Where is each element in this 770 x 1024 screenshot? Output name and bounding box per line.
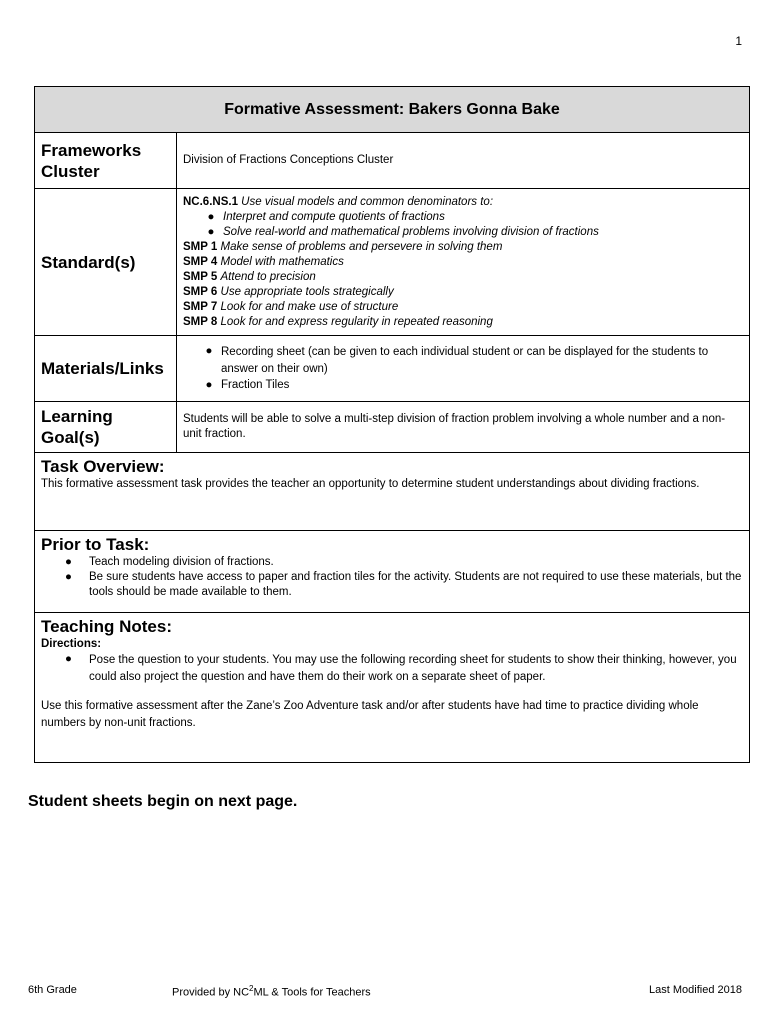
nc-bullet (183, 210, 743, 225)
smp-text: Make sense of problems and persevere in solving them (220, 240, 503, 253)
bullet-icon: ● (65, 556, 72, 568)
frameworks-content: Division of Fractions Conceptions Cluster (177, 133, 750, 189)
task-overview-heading: Task Overview: (41, 457, 165, 476)
task-overview-row (35, 453, 750, 531)
learning-goals-label: Learning Goal(s) (35, 402, 177, 453)
teaching-item-text: Pose the question to your students. You may use the following recording sheet for students to show their thinking, however, you could also project the question and have them do their work on a separate sheet of paper. (89, 654, 737, 683)
teaching-notes-paragraph: Use this formative assessment after the Zane’s Zoo Adventure task and/or after students have had time to practice dividing whole numbers by non-unit fractions. (41, 700, 699, 729)
standards-label: Standard(s) (35, 189, 177, 336)
smp-text: Attend to precision (220, 270, 316, 283)
prior-item-text: Be sure students have access to paper and fraction tiles for the activity. Students are not required to use these materials, but the tools should be made available to them. (89, 571, 742, 598)
footer-provider-suffix: ML & Tools for Teachers (253, 986, 371, 999)
prior-to-task-heading: Prior to Task: (41, 535, 150, 554)
nc-bullet-text: Interpret and compute quotients of fractions (223, 210, 445, 223)
materials-item (197, 344, 743, 378)
smp-standard (183, 285, 743, 300)
smp-standard (183, 300, 743, 315)
footer-provider-sup: 2 (249, 984, 254, 993)
bullet-icon: ● (207, 225, 215, 238)
smp-code: SMP 6 (183, 285, 218, 298)
directions-label: Directions: (41, 638, 102, 650)
smp-standard (183, 255, 743, 270)
materials-label: Materials/Links (35, 336, 177, 402)
materials-item (197, 378, 743, 393)
materials-item-text: Recording sheet (can be given to each individual student or can be displayed for the students to answer on their own) (221, 346, 709, 375)
bullet-icon: ● (65, 571, 72, 583)
smp-text: Look for and express regularity in repeated reasoning (220, 315, 493, 328)
nc-code: NC.6.NS.1 (183, 195, 238, 208)
nc-text: Use visual models and common denominators to: (241, 195, 494, 208)
bullet-icon: ● (65, 653, 72, 665)
prior-to-task-row (35, 531, 750, 613)
standards-content (177, 189, 750, 336)
learning-goals-content: Students will be able to solve a multi-step division of fraction problem involving a whole number and a non-unit fraction. (177, 402, 750, 453)
teaching-notes-item (41, 652, 743, 686)
assessment-title: Formative Assessment: Bakers Gonna Bake (35, 87, 750, 133)
bullet-icon: ● (207, 210, 215, 223)
teaching-notes-heading: Teaching Notes: (41, 617, 172, 636)
title-row (35, 87, 750, 133)
teaching-notes-row (35, 613, 750, 763)
footer-provider-prefix: Provided by NC (172, 986, 250, 999)
smp-standard (183, 270, 743, 285)
prior-to-task-section (35, 531, 750, 613)
materials-item-text: Fraction Tiles (221, 379, 290, 391)
smp-code: SMP 4 (183, 255, 218, 268)
smp-standard (183, 315, 743, 330)
footer-modified: Last Modified 2018 (649, 984, 742, 996)
smp-code: SMP 7 (183, 300, 218, 313)
smp-text: Model with mathematics (220, 255, 344, 268)
student-sheets-note: Student sheets begin on next page. (28, 793, 298, 810)
smp-code: SMP 1 (183, 240, 218, 253)
prior-to-task-item (41, 570, 743, 600)
task-overview-section (35, 453, 750, 531)
standards-row (35, 189, 750, 336)
assessment-table (34, 86, 750, 763)
learning-goals-row (35, 402, 750, 453)
prior-item-text: Teach modeling division of fractions. (89, 556, 274, 568)
nc-bullet (183, 225, 743, 240)
bullet-icon: ● (205, 379, 213, 391)
smp-code: SMP 5 (183, 270, 218, 283)
smp-text: Use appropriate tools strategically (220, 285, 394, 298)
frameworks-label: Frameworks Cluster (35, 133, 177, 189)
smp-standard (183, 240, 743, 255)
bullet-icon: ● (205, 345, 213, 357)
nc-standard (183, 195, 743, 210)
prior-to-task-item (41, 555, 743, 570)
footer-grade: 6th Grade (28, 984, 77, 996)
smp-code: SMP 8 (183, 315, 218, 328)
materials-content (177, 336, 750, 402)
page-number: 1 (735, 34, 742, 48)
teaching-notes-section (35, 613, 750, 763)
footer-provider (172, 984, 371, 999)
smp-text: Look for and make use of structure (220, 300, 399, 313)
nc-bullet-text: Solve real-world and mathematical problems involving division of fractions (223, 225, 599, 238)
task-overview-text: This formative assessment task provides the teacher an opportunity to determine student understandings about dividing fractions. (41, 478, 700, 490)
frameworks-row (35, 133, 750, 189)
materials-row (35, 336, 750, 402)
